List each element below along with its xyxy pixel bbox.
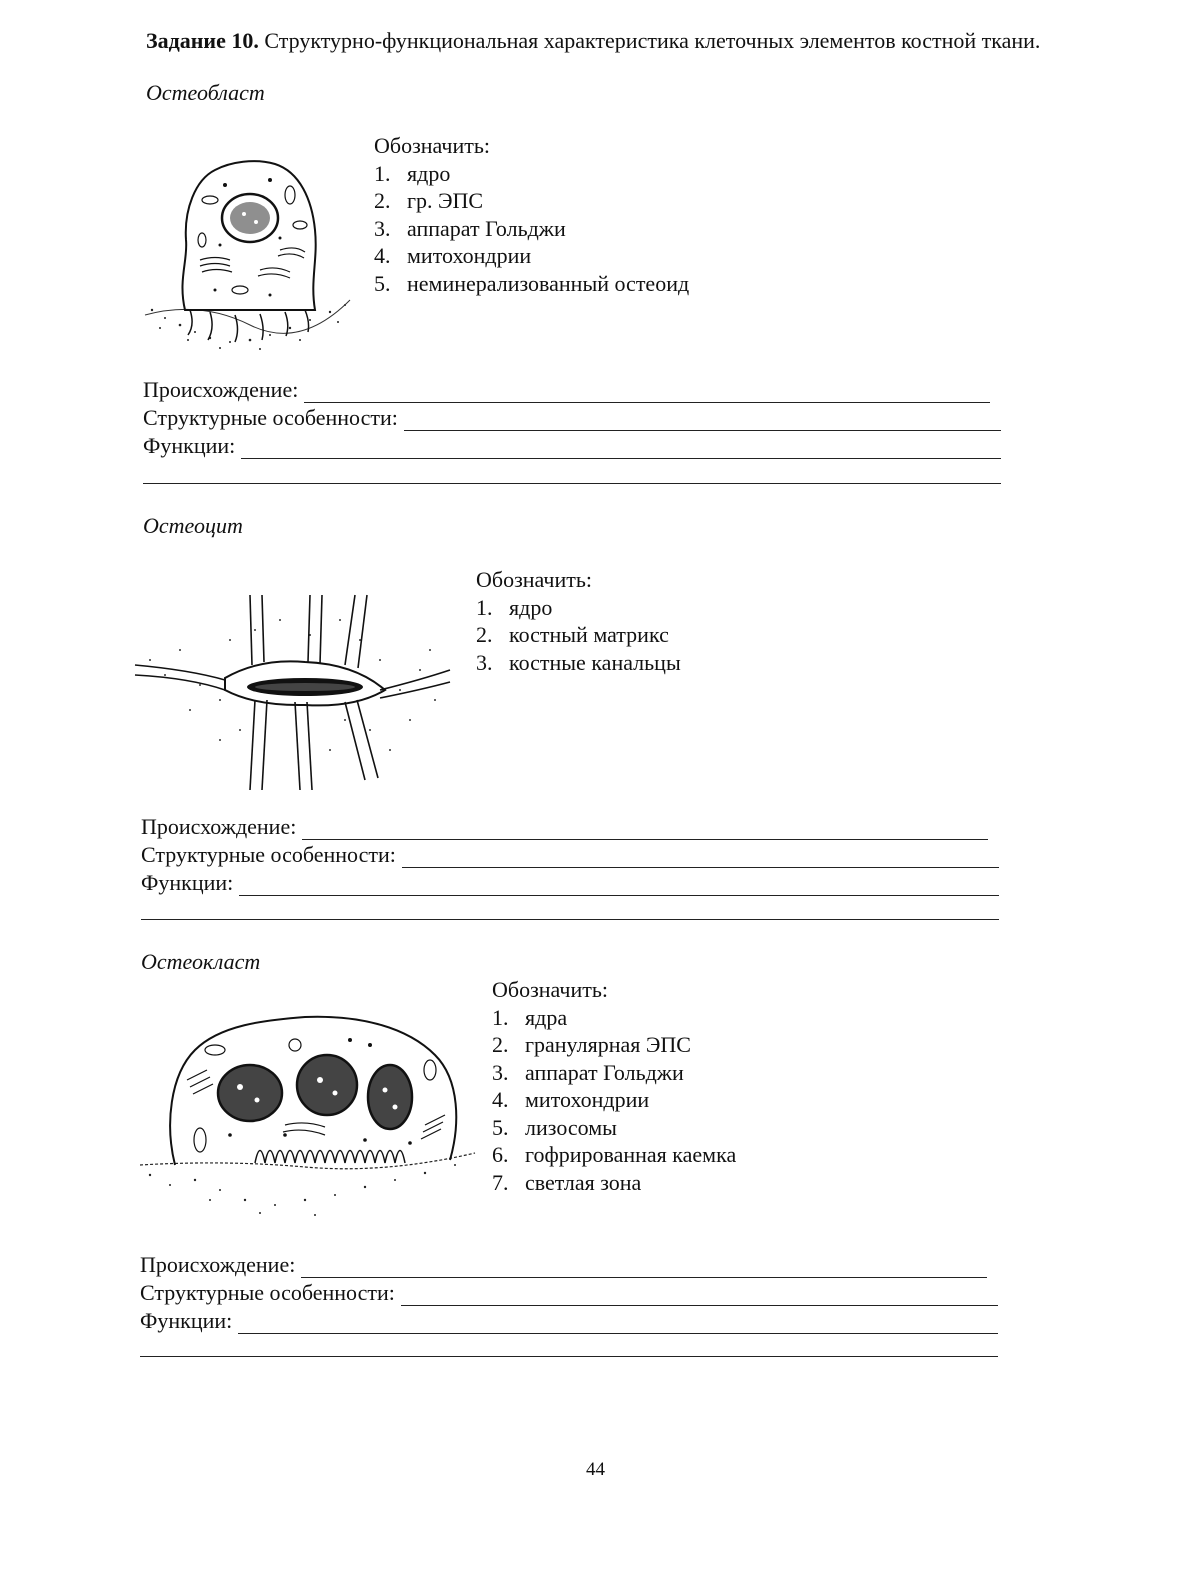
label-heading: Обозначить: [492, 977, 609, 1002]
task-text: Структурно-функциональная характеристика клеточных элементов костной ткани. [264, 28, 1041, 53]
osteoblast-title: Остеобласт [146, 80, 265, 105]
answer-line[interactable] [140, 1355, 998, 1357]
list-item: 1. ядро [374, 160, 451, 186]
task-number: Задание 10. [146, 28, 259, 53]
origin-field[interactable]: Происхождение: [141, 812, 988, 840]
list-item: 3. аппарат Гольджи [492, 1059, 684, 1085]
structure-field[interactable]: Структурные особенности: [141, 840, 999, 868]
label-heading: Обозначить: [476, 567, 593, 592]
osteoclast-illustration [135, 995, 480, 1225]
functions-field[interactable]: Функции: [140, 1306, 998, 1334]
structure-field[interactable]: Структурные особенности: [140, 1278, 998, 1306]
list-item: 5. неминерализованный остеоид [374, 270, 690, 296]
origin-field[interactable]: Происхождение: [143, 375, 990, 403]
page-number: 44 [586, 1459, 605, 1480]
osteoblast-label-list [374, 132, 689, 297]
osteocyte-title: Остеоцит [143, 513, 243, 538]
osteoclast-label-list [492, 976, 736, 1196]
list-item: 4. митохондрии [374, 243, 532, 268]
list-item: 3. костные канальцы [476, 649, 681, 675]
list-item: 6. гофрированная каемка [492, 1142, 737, 1167]
list-item: 1. ядра [492, 1004, 568, 1030]
osteoblast-illustration [140, 150, 355, 355]
osteoclast-title: Остеокласт [141, 949, 261, 974]
list-item: 7. светлая зона [492, 1169, 642, 1195]
label-heading: Обозначить: [374, 133, 491, 158]
osteocyte-illustration [130, 590, 455, 800]
origin-field[interactable]: Происхождение: [140, 1250, 987, 1278]
list-item: 2. гр. ЭПС [374, 188, 484, 213]
answer-line[interactable] [141, 918, 999, 920]
functions-field[interactable]: Функции: [141, 868, 999, 896]
list-item: 2. гранулярная ЭПС [492, 1032, 691, 1057]
list-item: 1. ядро [476, 594, 553, 620]
functions-field[interactable]: Функции: [143, 431, 1001, 459]
list-item: 5. лизосомы [492, 1114, 617, 1140]
list-item: 4. митохондрии [492, 1087, 650, 1112]
answer-line[interactable] [143, 482, 1001, 484]
list-item: 2. костный матрикс [476, 622, 669, 647]
osteocyte-label-list [476, 566, 681, 676]
structure-field[interactable]: Структурные особенности: [143, 403, 1001, 431]
task-header [146, 26, 1066, 56]
list-item: 3. аппарат Гольджи [374, 215, 566, 241]
